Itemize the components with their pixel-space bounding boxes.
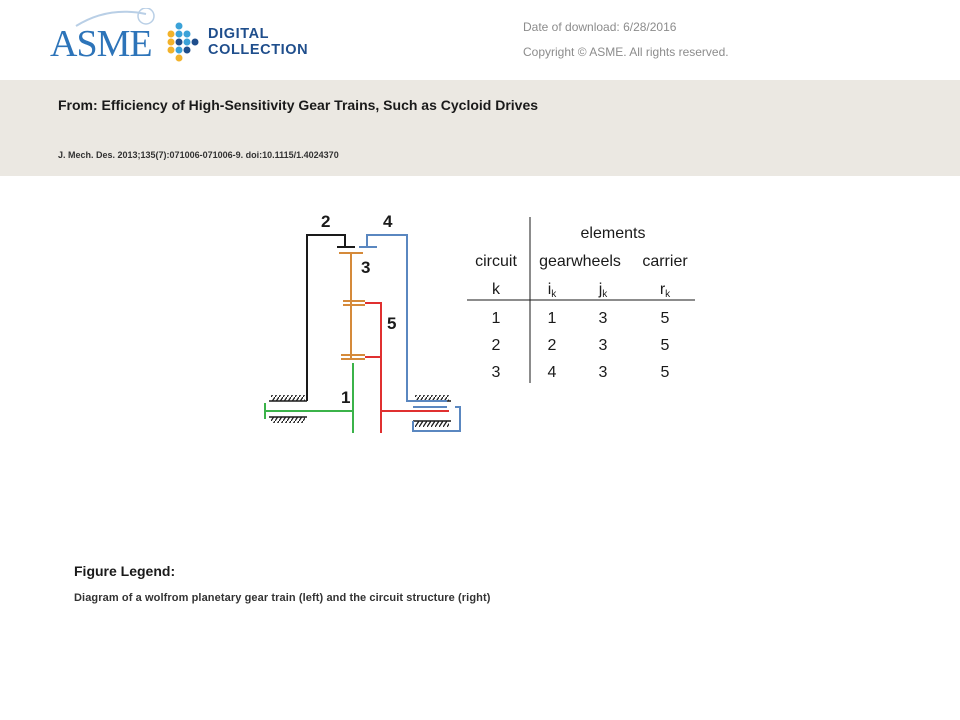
table-cell: 1 xyxy=(491,310,501,327)
article-citation: J. Mech. Des. 2013;135(7):071006-071006-9. doi:10.1115/1.4024370 xyxy=(58,150,339,160)
table-group-header: elements xyxy=(580,225,646,242)
circuit-table xyxy=(467,217,695,383)
table-header-circuit: circuit xyxy=(475,253,517,270)
gear-label-1: 1 xyxy=(341,388,351,407)
table-cell: 3 xyxy=(598,364,608,381)
gear-label-2: 2 xyxy=(321,212,331,231)
gear-train-figure xyxy=(255,205,705,440)
article-header-band xyxy=(0,80,960,176)
logo-line-collection: COLLECTION xyxy=(208,42,309,58)
article-title: From: Efficiency of High-Sensitivity Gear Trains, Such as Cycloid Drives xyxy=(58,97,539,113)
gear-label-5: 5 xyxy=(387,314,397,333)
ground-hatch-left-top xyxy=(271,395,305,401)
logo-dots-icon xyxy=(165,22,205,66)
copyright-notice: Copyright © ASME. All rights reserved. xyxy=(523,45,729,59)
download-date: Date of download: 6/28/2016 xyxy=(523,20,677,34)
table-header-gearwheels: gearwheels xyxy=(539,253,621,270)
table-subheader-ik: ik xyxy=(547,281,557,300)
figure-legend-heading: Figure Legend: xyxy=(74,563,176,579)
figure-legend-text: Diagram of a wolfrom planetary gear train (left) and the circuit structure (right) xyxy=(74,592,491,604)
logo-wordmark: ASME xyxy=(50,23,152,65)
ground-hatch-right-bottom xyxy=(415,421,449,427)
table-cell: 3 xyxy=(491,364,501,381)
table-cell: 5 xyxy=(660,337,670,354)
logo-line-digital: DIGITAL xyxy=(208,26,270,42)
logo-subtitle xyxy=(208,26,308,58)
table-cell: 2 xyxy=(491,337,501,354)
table-header-carrier: carrier xyxy=(642,253,688,270)
table-cell: 1 xyxy=(547,310,557,327)
table-cell: 2 xyxy=(547,337,557,354)
table-cell: 3 xyxy=(598,310,608,327)
gear-label-3: 3 xyxy=(361,258,371,277)
table-cell: 5 xyxy=(660,364,670,381)
asme-digital-collection-logo xyxy=(48,8,328,68)
table-cell: 3 xyxy=(598,337,608,354)
table-subheader-rk: rk xyxy=(659,281,671,300)
ring-gear-2-link xyxy=(307,235,345,401)
ground-hatch-left-bottom xyxy=(271,417,305,423)
table-subheader-k: k xyxy=(492,281,500,298)
table-cell: 5 xyxy=(660,310,670,327)
table-subheader-jk: jk xyxy=(598,281,608,300)
table-cell: 4 xyxy=(547,364,557,381)
gear-label-4: 4 xyxy=(383,212,393,231)
